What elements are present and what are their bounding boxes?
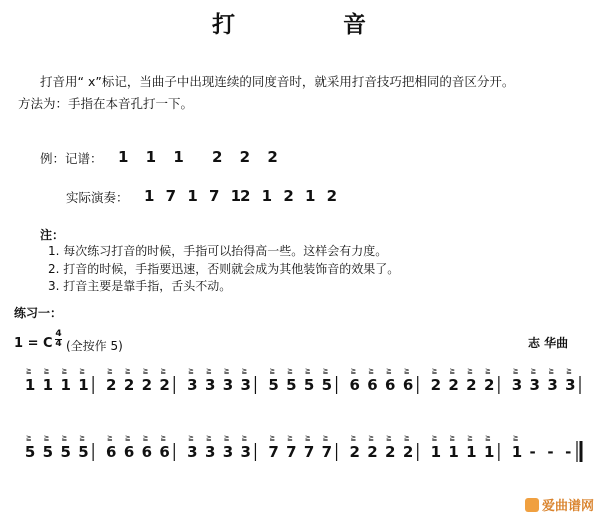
- example-notation-label: 例：记谱：: [40, 151, 103, 166]
- exercise-key: 1 = C: [14, 336, 53, 351]
- score-row-1-note: 2: [448, 376, 459, 394]
- score-row-1-note: 5: [268, 376, 279, 394]
- score-row-2-note: 7: [268, 443, 279, 461]
- score-row-1-tap-mark: ≧: [322, 367, 329, 375]
- score-row-1-tap-mark: ≧: [512, 367, 519, 375]
- example-notation-group-2: 2 2 2: [212, 148, 284, 166]
- time-bottom: 4: [55, 339, 62, 349]
- score-row-2-note: 1: [483, 443, 495, 461]
- example-notation-group-1: 1 1 1: [118, 148, 190, 166]
- score-row-2-note: 3: [187, 443, 198, 461]
- score-row-2-tap-mark: ≧: [449, 434, 456, 442]
- score-row-1-tap-mark: ≧: [467, 367, 474, 375]
- score-row-2-note: 2: [367, 443, 378, 461]
- score-row-2-tap-mark: ≧: [386, 434, 392, 442]
- intro-line-1: 打音用“ ⅹ”标记，当曲子中出现连续的同度音时，就采用打音技巧把相同的音区分开。: [40, 74, 515, 89]
- score-row-1-tap-mark: ≧: [304, 367, 311, 375]
- score-row-1-note: 6: [385, 376, 396, 394]
- note-item-2: 2. 打音的时候，手指要迅速，否则就会成为其他装饰音的效果了。: [48, 262, 400, 276]
- score-row-2-tap-mark: ≧: [287, 434, 293, 442]
- score-row-2-tap-mark: ≧: [269, 434, 276, 442]
- score-row-1-note: 1: [60, 376, 71, 394]
- score-row-1-note: 2: [106, 376, 117, 394]
- score-row-1-tap-mark: ≧: [25, 367, 32, 375]
- score-row-2-note: 1: [511, 443, 523, 461]
- exercise-composer: 志 华曲: [528, 336, 569, 350]
- score-row-2-note: 7: [321, 443, 333, 461]
- score-row-1-tap-mark: ≧: [431, 367, 438, 375]
- score-row-2-tap-mark: ≧: [124, 434, 131, 442]
- score-row-2-note: 6: [141, 443, 153, 461]
- time-top: 4: [55, 329, 62, 339]
- score-row-1-tap-mark: ≧: [223, 367, 230, 375]
- score-row-1-note: 3: [240, 376, 251, 394]
- score-row-1-note: 3: [529, 376, 540, 394]
- score-row-2-note: 1: [448, 443, 459, 461]
- score-row-2-note: 5: [78, 443, 89, 461]
- score-row-1-tap-mark: ≧: [61, 367, 68, 375]
- score-row-2-note: 2: [349, 443, 360, 461]
- score-row-2-note: 7: [303, 443, 315, 461]
- score-row-2-note: 1: [466, 443, 477, 461]
- score-row-1-note: 3: [565, 376, 576, 394]
- score-row-1-note: 6: [349, 376, 360, 394]
- score-row-2-tap-mark: ≧: [368, 434, 375, 442]
- score-row-1-note: 2: [430, 376, 442, 394]
- score-row-1-tap-mark: ≧: [43, 367, 50, 375]
- score-row-1-note: 6: [402, 376, 414, 394]
- score-row-1-tap-mark: ≧: [548, 367, 555, 375]
- score-row-1-tap-mark: ≧: [386, 367, 392, 375]
- score-row-1-note: 6: [367, 376, 378, 394]
- score-row-1-tap-mark: ≧: [530, 367, 537, 375]
- score-row-1-note: 3: [222, 376, 234, 394]
- score-row-1-note: 3: [547, 376, 558, 394]
- note-item-3: 3. 打音主要是靠手指，舌头不动。: [48, 279, 232, 293]
- score-row-2-tap-mark: ≧: [205, 434, 212, 442]
- score-row-1-tap-mark: ≧: [350, 367, 357, 375]
- score-row-1-note: 3: [187, 376, 198, 394]
- score-row-2-tap-mark: ≧: [61, 434, 68, 442]
- exercise-fingering: (全按作 5): [66, 339, 123, 353]
- score-row-1-note: 1: [24, 376, 36, 394]
- score-row-1-tap-mark: ≧: [368, 367, 375, 375]
- score-row-2-note: 2: [402, 443, 414, 461]
- score-row-1-note: 2: [466, 376, 477, 394]
- score-row-1-tap-mark: ≧: [241, 367, 248, 375]
- score-row-2-tap-mark: ≧: [431, 434, 438, 442]
- page-title: 打 音: [212, 12, 417, 38]
- score-row-2-note: 3: [204, 443, 216, 461]
- score-row-2-note: 6: [106, 443, 117, 461]
- score-row-1-tap-mark: ≧: [566, 367, 572, 375]
- example-actual-group-1: 1 7 1 7 1: [144, 187, 245, 205]
- watermark: [525, 495, 594, 514]
- watermark-logo-icon: [525, 498, 539, 512]
- score-row-2-tap-mark: ≧: [43, 434, 50, 442]
- score-row-2-tap-mark: ≧: [304, 434, 311, 442]
- score-row-2-tap-mark: ≧: [25, 434, 32, 442]
- score-row-1-tap-mark: ≧: [449, 367, 456, 375]
- score-row-1-tap-mark: ≧: [188, 367, 195, 375]
- score-row-1-note: 1: [42, 376, 54, 394]
- score-row-2-tap-mark: ≧: [403, 434, 410, 442]
- score-row-2-note: 5: [24, 443, 36, 461]
- score-row-1-note: 2: [141, 376, 153, 394]
- score-row-1-tap-mark: ≧: [205, 367, 212, 375]
- score-row-2-note: 6: [123, 443, 135, 461]
- score-row-1-note: 1: [78, 376, 89, 394]
- score-row-2-tap-mark: ≧: [223, 434, 230, 442]
- intro-line-2: 方法为：手指在本音孔打一下。: [18, 96, 194, 111]
- exercise-heading: 练习一：: [14, 306, 63, 320]
- note-item-1: 1. 每次练习打音的时候，手指可以抬得高一些。这样会有力度。: [48, 244, 388, 258]
- score-row-2-tap-mark: ≧: [142, 434, 149, 442]
- score-row-2-tap-mark: ≧: [467, 434, 474, 442]
- score-row-2-tap-mark: ≧: [107, 434, 113, 442]
- example-actual-group-2: 2 1 2 1 2: [240, 187, 341, 205]
- score-row-1-note: 5: [303, 376, 315, 394]
- score-row-1-tap-mark: ≧: [160, 367, 167, 375]
- score-row-2-tap-mark: ≧: [79, 434, 86, 442]
- score-row-2-note: -: [565, 443, 572, 461]
- score-row-2-note: 2: [385, 443, 396, 461]
- notes-heading: 注：: [40, 228, 65, 242]
- score-row-2-tap-mark: ≧: [350, 434, 357, 442]
- score-row-1-note: 5: [321, 376, 333, 394]
- score-row-1-tap-mark: ≧: [403, 367, 410, 375]
- score-row-2-note: 5: [42, 443, 54, 461]
- score-row-2-tap-mark: ≧: [512, 434, 519, 442]
- score-row-2-tap-mark: ≧: [241, 434, 248, 442]
- score-row-1-tap-mark: ≧: [484, 367, 491, 375]
- score-row-2-note: 6: [159, 443, 170, 461]
- score-row-1-tap-mark: ≧: [79, 367, 86, 375]
- score-row-1-tap-mark: ≧: [269, 367, 276, 375]
- score-row-1-note: 3: [204, 376, 216, 394]
- score-row-2-note: 7: [286, 443, 297, 461]
- score-row-2-tap-mark: ≧: [484, 434, 491, 442]
- score-row-1-note: 3: [511, 376, 523, 394]
- score-row-2-note: 3: [222, 443, 234, 461]
- score-row-2-note: -: [529, 443, 536, 461]
- score-row-2-note: -: [547, 443, 554, 461]
- example-actual-label: 实际演奏：: [66, 190, 129, 205]
- score-row-1-note: 2: [123, 376, 135, 394]
- score-row-2-note: 3: [240, 443, 251, 461]
- score-row-2-note: 5: [60, 443, 71, 461]
- watermark-text: 爱曲谱网: [541, 499, 594, 514]
- score-row-2-note: 1: [430, 443, 442, 461]
- score-row-1-tap-mark: ≧: [124, 367, 131, 375]
- score-row-1-note: 2: [159, 376, 170, 394]
- score-row-2-tap-mark: ≧: [322, 434, 329, 442]
- score-row-1-tap-mark: ≧: [287, 367, 293, 375]
- score-row-1-tap-mark: ≧: [142, 367, 149, 375]
- score-row-2-tap-mark: ≧: [160, 434, 167, 442]
- score-row-1-tap-mark: ≧: [107, 367, 113, 375]
- score-row-1-note: 2: [483, 376, 495, 394]
- score-row-1-note: 5: [286, 376, 297, 394]
- score-row-2-tap-mark: ≧: [188, 434, 195, 442]
